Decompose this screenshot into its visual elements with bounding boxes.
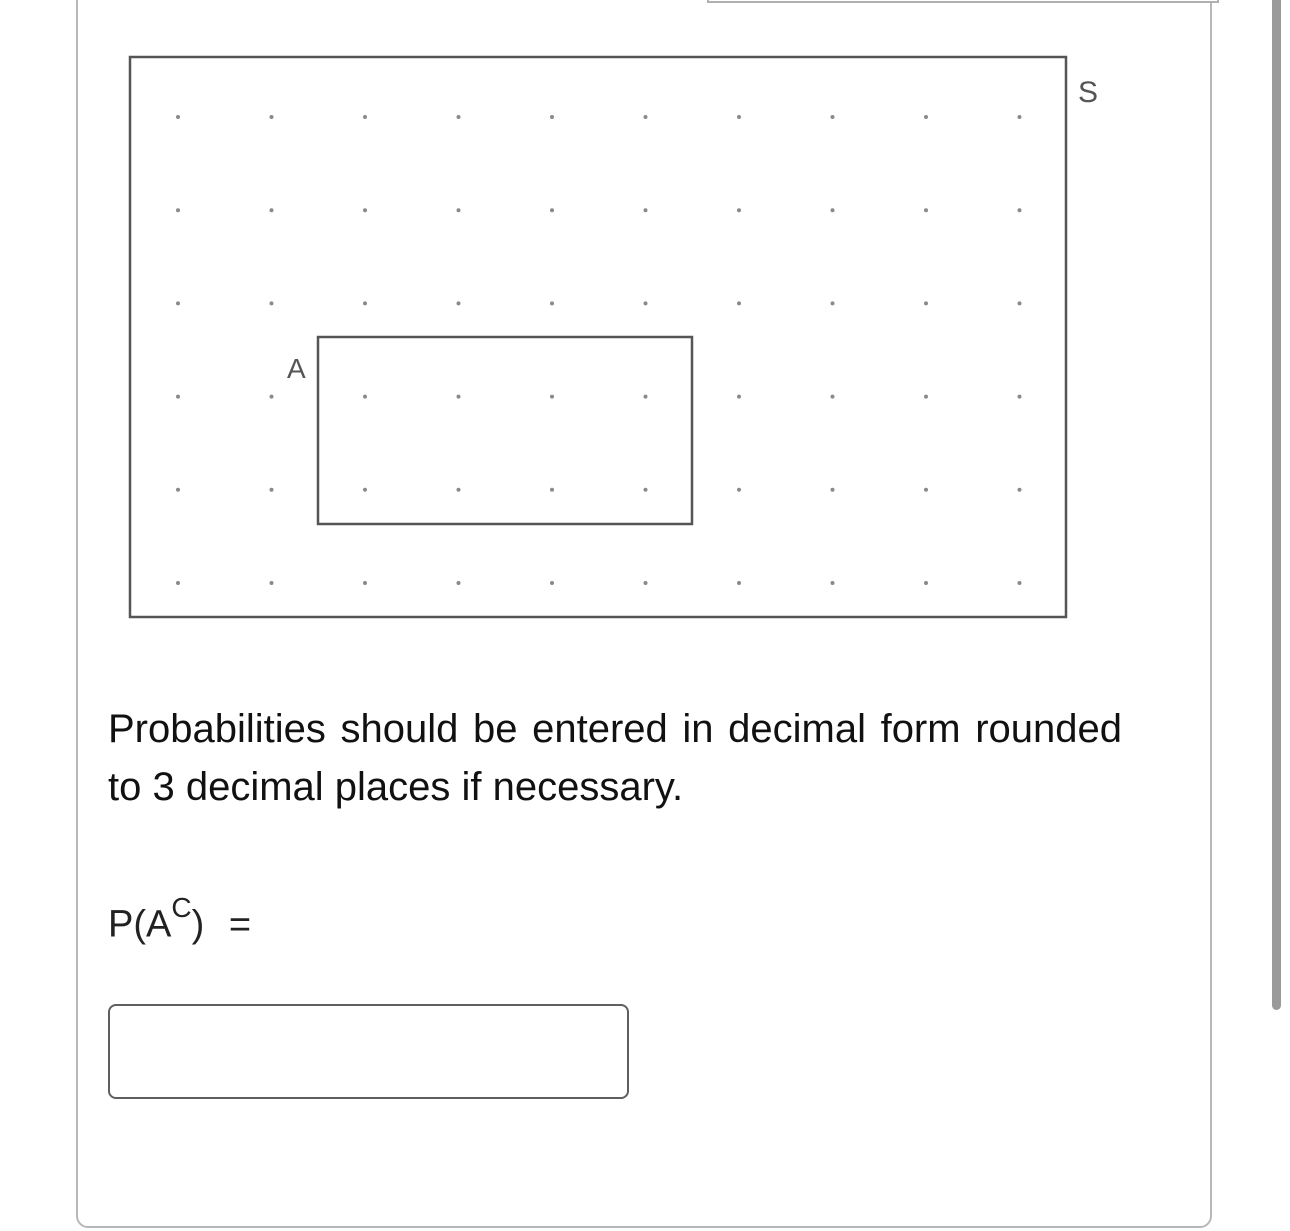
sample-point xyxy=(644,115,648,119)
sample-point xyxy=(644,581,648,585)
sample-point xyxy=(176,208,180,212)
sample-space-label: S xyxy=(1078,76,1099,109)
sample-point xyxy=(363,115,367,119)
sample-point xyxy=(644,208,648,212)
sample-point xyxy=(737,395,741,399)
sample-point xyxy=(457,115,461,119)
sample-point xyxy=(270,301,274,305)
sample-point xyxy=(644,488,648,492)
probability-close: ) xyxy=(191,903,205,946)
sample-point xyxy=(831,208,835,212)
sample-point xyxy=(176,581,180,585)
sample-point xyxy=(270,115,274,119)
sample-point xyxy=(924,395,928,399)
sample-point xyxy=(924,301,928,305)
sample-point xyxy=(176,301,180,305)
event-a-rectangle xyxy=(318,337,692,524)
sample-point xyxy=(924,208,928,212)
sample-point xyxy=(644,301,648,305)
sample-point xyxy=(550,488,554,492)
sample-point xyxy=(831,301,835,305)
sample-point xyxy=(550,115,554,119)
sample-point xyxy=(270,581,274,585)
sample-point xyxy=(1018,208,1022,212)
sample-point xyxy=(270,208,274,212)
sample-point xyxy=(1018,115,1022,119)
sample-point xyxy=(1018,301,1022,305)
sample-point xyxy=(270,488,274,492)
sample-point xyxy=(363,581,367,585)
sample-point xyxy=(831,581,835,585)
sample-point xyxy=(270,395,274,399)
sample-point xyxy=(1018,488,1022,492)
sample-point xyxy=(550,208,554,212)
sample-point xyxy=(1018,581,1022,585)
sample-point xyxy=(176,115,180,119)
sample-point xyxy=(457,488,461,492)
sample-point xyxy=(737,115,741,119)
sample-point xyxy=(737,488,741,492)
sample-point xyxy=(457,301,461,305)
sample-point xyxy=(176,488,180,492)
answer-input[interactable] xyxy=(108,1004,629,1099)
sample-point xyxy=(457,208,461,212)
sample-point-grid xyxy=(176,115,1022,585)
sample-point xyxy=(644,395,648,399)
sample-point xyxy=(363,395,367,399)
sample-point xyxy=(831,395,835,399)
sample-point xyxy=(457,395,461,399)
sample-point xyxy=(550,395,554,399)
sample-point xyxy=(363,208,367,212)
probability-base: P(A xyxy=(108,903,172,946)
sample-point xyxy=(457,581,461,585)
sample-point xyxy=(737,301,741,305)
sample-point xyxy=(924,581,928,585)
instructions-text: Probabilities should be entered in decimal form rounded to 3 decimal places if necessary. xyxy=(108,707,1122,809)
probability-complement-label xyxy=(108,886,251,953)
sample-point xyxy=(176,395,180,399)
sample-point xyxy=(363,301,367,305)
sample-point xyxy=(737,581,741,585)
equals-sign: = xyxy=(228,903,252,946)
sample-point xyxy=(363,488,367,492)
sample-point xyxy=(924,488,928,492)
sample-point xyxy=(737,208,741,212)
sample-point xyxy=(924,115,928,119)
sample-point xyxy=(831,115,835,119)
event-a-label: A xyxy=(287,353,306,384)
sample-point xyxy=(831,488,835,492)
sample-point xyxy=(550,301,554,305)
sample-point xyxy=(1018,395,1022,399)
sample-point xyxy=(550,581,554,585)
complement-superscript: C xyxy=(171,892,192,923)
